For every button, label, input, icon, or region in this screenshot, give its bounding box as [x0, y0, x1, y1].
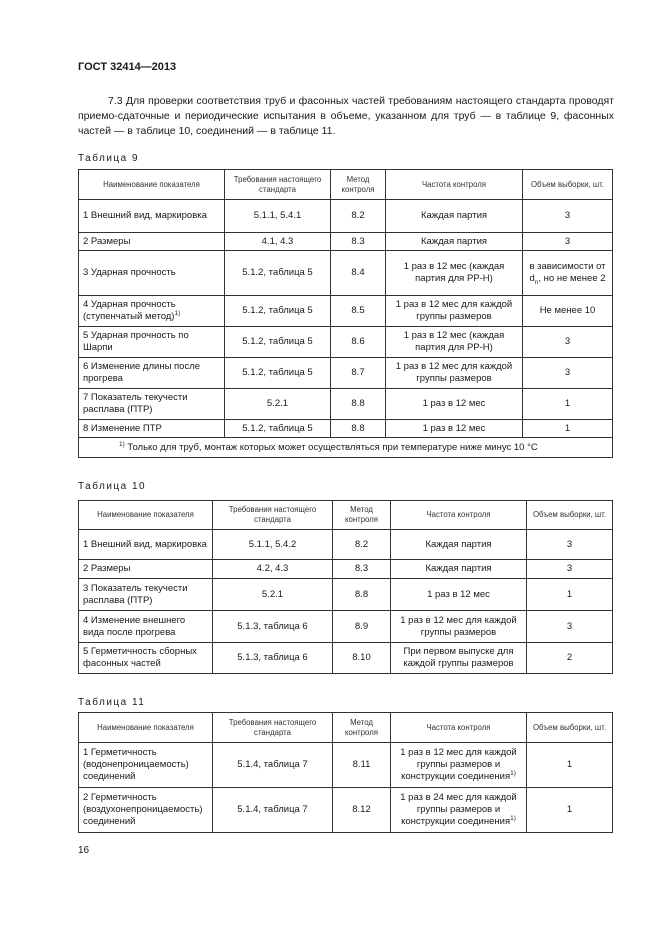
table-cell	[391, 788, 527, 833]
footnote-ref: 1)	[510, 814, 516, 822]
table-cell: 2 Размеры	[79, 560, 213, 579]
table-cell: 5.1.4, таблица 7	[213, 788, 333, 833]
table10-header-cell: Метод контроля	[333, 501, 391, 530]
table9-header-cell: Объем выборки, шт.	[523, 170, 613, 200]
table-cell: 5.2.1	[213, 579, 333, 611]
table-cell: 4 Изменение внешнего вида после прогрева	[79, 611, 213, 643]
footnote-text: Только для труб, монтаж которых может осуществляться при температуре ниже минус 10 °С	[124, 441, 538, 453]
table-cell: 1	[527, 743, 613, 788]
table-row	[79, 327, 613, 358]
table-cell: Каждая партия	[391, 560, 527, 579]
table10-caption: Таблица 10	[78, 481, 147, 492]
table10-header-row	[79, 501, 613, 530]
table-cell: 7 Показатель текучести расплава (ПТР)	[79, 389, 225, 420]
intro-paragraph: 7.3 Для проверки соответствия труб и фасонных частей требованиям настоящего стандарта проводят приемо-сдаточные и периодические испытания в объеме, указанном для труб — в таблице 9, фасонных частей — в таблице 10, соединений — в таблице 11.	[78, 95, 614, 137]
table-row	[79, 560, 613, 579]
table9-footnote-row	[79, 438, 613, 458]
table-cell: 1 раз в 12 мес для каждой группы размеров	[386, 358, 523, 389]
table10-header-cell: Частота контроля	[391, 501, 527, 530]
table-cell	[391, 743, 527, 788]
table-cell: 5.1.2, таблица 5	[225, 327, 331, 358]
table-cell: 8 Изменение ПТР	[79, 420, 225, 438]
table11-header-cell: Метод контроля	[333, 713, 391, 743]
table-row	[79, 420, 613, 438]
table9-header-cell: Частота контроля	[386, 170, 523, 200]
table-cell: 5.1.2, таблица 5	[225, 420, 331, 438]
table-cell: 1 раз в 12 мес	[386, 420, 523, 438]
table-cell: 3	[523, 233, 613, 251]
page-number: 16	[78, 845, 90, 856]
table-cell: Не менее 10	[523, 296, 613, 327]
table-cell: 1 раз в 12 мес (каждая партия для РР-Н)	[386, 251, 523, 296]
table-row	[79, 296, 613, 327]
table-row	[79, 251, 613, 296]
table-cell: 5.1.3, таблица 6	[213, 611, 333, 643]
table-cell: 1	[527, 579, 613, 611]
table-cell: 2	[527, 643, 613, 674]
footnote-ref: 1)	[510, 769, 516, 777]
table-cell: 2 Размеры	[79, 233, 225, 251]
table-cell: 8.3	[331, 233, 386, 251]
table-cell: 8.3	[333, 560, 391, 579]
table-cell	[79, 296, 225, 327]
table-cell: 6 Изменение длины после прогрева	[79, 358, 225, 389]
table11-header-cell: Требования настоящего стандарта	[213, 713, 333, 743]
table-cell: 4.2, 4.3	[213, 560, 333, 579]
table-cell: 1 раз в 12 мес	[391, 579, 527, 611]
sample-size-text: в зависимости от d	[529, 261, 606, 284]
table9-header-cell: Требования настоящего стандарта	[225, 170, 331, 200]
table-cell: 5.2.1	[225, 389, 331, 420]
table-cell: 1 Герметичность (водонепроницаемость) соединений	[79, 743, 213, 788]
table10-header-cell: Требования настоящего стандарта	[213, 501, 333, 530]
footnote-ref: 1)	[174, 309, 181, 317]
table-cell: 8.10	[333, 643, 391, 674]
table-cell: 8.12	[333, 788, 391, 833]
table9	[78, 169, 613, 458]
table10-header-cell: Наименование показателя	[79, 501, 213, 530]
table-row	[79, 530, 613, 560]
table-cell: 8.11	[333, 743, 391, 788]
table10-header-cell: Объем выборки, шт.	[527, 501, 613, 530]
table11-caption: Таблица 11	[78, 697, 146, 708]
frequency-text: 1 раз в 24 мес для каждой группы размеров и конструкции соединения	[400, 792, 517, 827]
table-row	[79, 788, 613, 833]
frequency-text: 1 раз в 12 мес для каждой группы размеров и конструкции соединения	[400, 747, 517, 782]
table-cell: 8.6	[331, 327, 386, 358]
table9-header-cell: Метод контроля	[331, 170, 386, 200]
table-cell: 1	[523, 389, 613, 420]
footnote-cell	[79, 438, 613, 458]
table-cell: 5 Герметичность сборных фасонных частей	[79, 643, 213, 674]
table9-header-row	[79, 170, 613, 200]
table-cell: 2 Герметичность (воздухонепроницаемость) соединений	[79, 788, 213, 833]
table-cell	[523, 251, 613, 296]
table11-header-cell: Наименование показателя	[79, 713, 213, 743]
table-cell: 8.8	[331, 389, 386, 420]
table-cell: 3	[523, 358, 613, 389]
table-cell: 1 Внешний вид, маркировка	[79, 200, 225, 233]
table-row	[79, 200, 613, 233]
table-cell: 5.1.2, таблица 5	[225, 358, 331, 389]
table-cell: 8.2	[333, 530, 391, 560]
table-cell: 8.4	[331, 251, 386, 296]
table-cell: 5.1.1, 5.4.1	[225, 200, 331, 233]
table-cell: 8.2	[331, 200, 386, 233]
table-row	[79, 743, 613, 788]
table9-caption: Таблица 9	[78, 153, 140, 164]
table-row	[79, 358, 613, 389]
table-cell: 5.1.4, таблица 7	[213, 743, 333, 788]
table9-header-cell: Наименование показателя	[79, 170, 225, 200]
table-cell: 5.1.2, таблица 5	[225, 251, 331, 296]
table-cell: 8.8	[331, 420, 386, 438]
subscript: n	[534, 278, 539, 286]
table-cell: 8.8	[333, 579, 391, 611]
table-cell: 1 раз в 12 мес (каждая партия для РР-Н)	[386, 327, 523, 358]
table-cell: 8.7	[331, 358, 386, 389]
table-cell: 5.1.2, таблица 5	[225, 296, 331, 327]
table-cell: 3 Ударная прочность	[79, 251, 225, 296]
table-cell: Каждая партия	[386, 233, 523, 251]
table10	[78, 500, 613, 674]
table-cell: 5.1.3, таблица 6	[213, 643, 333, 674]
footnote-mark: 1)	[119, 440, 125, 448]
table-cell: 1 Внешний вид, маркировка	[79, 530, 213, 560]
document-code: ГОСТ 32414—2013	[78, 61, 177, 73]
table-row	[79, 579, 613, 611]
table-cell: 1	[527, 788, 613, 833]
sample-size-tail: , но не менее 2	[538, 273, 606, 284]
table-cell: 3 Показатель текучести расплава (ПТР)	[79, 579, 213, 611]
table-cell: При первом выпуске для каждой группы размеров	[391, 643, 527, 674]
table-cell: 4.1, 4.3	[225, 233, 331, 251]
indicator-name: 4 Ударная прочность (ступенчатый метод)	[83, 299, 176, 322]
table-cell: 3	[527, 560, 613, 579]
table-cell: 1 раз в 12 мес для каждой группы размеров	[391, 611, 527, 643]
table-row	[79, 233, 613, 251]
table-cell: Каждая партия	[386, 200, 523, 233]
table-cell: 1	[523, 420, 613, 438]
table11-header-cell: Частота контроля	[391, 713, 527, 743]
table-cell: 1 раз в 12 мес для каждой группы размеров	[386, 296, 523, 327]
table-cell: 5.1.1, 5.4.2	[213, 530, 333, 560]
table-cell: 3	[527, 530, 613, 560]
table-cell: 5 Ударная прочность по Шарпи	[79, 327, 225, 358]
table-cell: 8.5	[331, 296, 386, 327]
table-row	[79, 643, 613, 674]
table11	[78, 712, 613, 833]
table11-header-row	[79, 713, 613, 743]
table-cell: Каждая партия	[391, 530, 527, 560]
table-cell: 3	[523, 327, 613, 358]
table-cell: 3	[527, 611, 613, 643]
table11-header-cell: Объем выборки, шт.	[527, 713, 613, 743]
table-cell: 1 раз в 12 мес	[386, 389, 523, 420]
table-row	[79, 611, 613, 643]
table-cell: 8.9	[333, 611, 391, 643]
table-row	[79, 389, 613, 420]
table-cell: 3	[523, 200, 613, 233]
